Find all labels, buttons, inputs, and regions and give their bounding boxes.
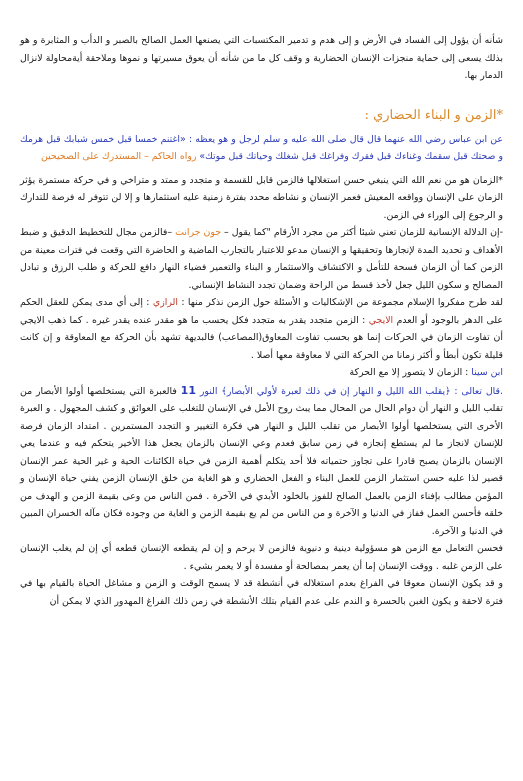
paragraph-thinkers bbox=[20, 294, 503, 364]
p3-rest: –فالزمن مجال للتخطيط الدقيق و ضبط الأهداف و تحديد المدة لإنجازها وتحقيقها و الإنسان مدعو للاعتبار بالتجارب الماضية و الحاضرة التي وقعت في فترات معينة من الزمن كما أن الزمان فسحة للتأمل و الاكتشاف والاستثمار و البناء والتعمير فضياء النهار دافع للحركة و طلب الرزق و تبادل المصالح و سكون الليل جعل لأخذ قسط من الراحة وضمان تجدد النشاط الإنساني. bbox=[20, 227, 503, 291]
hadith-source: رواه الحاكم – المستدرك على الصحيحين bbox=[40, 151, 197, 162]
paragraph-free-time: و قد يكون الإنسان معوقا في الفراغ بعدم استغلاله في أنشطة قد لا يسمح الوقت و الزمن و مشاغل الحياة بالقيام بها في فترة لاحقة و يكون الغبن بالحسرة و الندم على عدم القيام بتلك الأنشطة في زمن ذلك الفراغ المهدور الذي لا يمكن أن bbox=[20, 578, 503, 607]
verse-reference: النور bbox=[199, 385, 218, 397]
p4-rest: : الزمن متجدد يقدر به متجدد فكل يحسب ما هو مقدر عنده يقدر غيره . كما ذهب الايجي أن تفاوت الزمان في الحركات إنما هو بحسب تفاوت المعاوق(المصاعب) فالبديهة تشهد بأن الحركة مع المعاوقة و إن كانت قليلة تكون أبطأ و أكثر زمانا من الحركة التي لا معاوقة معها أصلا . bbox=[20, 314, 503, 361]
paragraph-ibn-sina bbox=[20, 364, 503, 382]
paragraph-human-meaning bbox=[20, 224, 503, 294]
verse-number: 11 bbox=[180, 383, 196, 397]
p4-start: لقد طرح مفكروا الإسلام مجموعة من الإشكاليات و الأسئلة حول الزمن نذكر منها : bbox=[181, 297, 504, 308]
author-name-razi: الرازي bbox=[152, 297, 178, 308]
hadith-text: «اغتنم خمسا قبل خمس شبابك قبل هرمك و صحتك قبل سقمك وغناءك قبل فقرك وفراغك قبل شغلك وحياتك قبل موتك» bbox=[20, 133, 503, 162]
paragraph-responsibility: فحسن التعامل مع الزمن هو مسؤولية دينية و دنيوية فالزمن لا يرحم و إن لم يقطعه الإنسان قطعه أي إن لم يغلب الإنسان على الزمن غلبه . ووقت الإنسان إما أن يعمر بمصالحة أو مفسدة أو لا يعمر بشيء . bbox=[20, 543, 503, 572]
p6-rest: فالعبرة التي يستخلصها أولوا الأبصار من تقلب الليل و النهار أن دوام الحال من المحال مما يبث روح الأمل في الإنسان للتغلب على العوائق و كشف المجهول . و العبرة الأخرى التي يستخلصها أولوا الأبصار من تقلب الليل و النهار هي فكرة التغيير و التجدد المستمرين . امتداد الزمان فرصة للإنسان لانجاز ما لم يستطع إنجازه في زمن سابق فعدم وعي الإنسان بالزمان يجعل هذا الأخير يتحكم فيه و عندما يعي الإنسان بالزمان يصبح قادرا على تجاوز حتمياته فلا أحد يتكلم أهمية الزمن في حياة الكائنات الحية و غير الحية عمر الإنسان قصير لذا عليه حسن استثمار الزمن للعمل البناء و الفعل الحضاري و هو الغاية من خلق الإنسان الزمن يفني حياة الإنسان و المؤمن مطالب بإفناء الزمن بالعمل الصالح للفوز بالخلود الأبدي في الآخرة . فمن الناس من وعى بقيمة الزمن و الهدف من خلقه فأحسن العمل ففاز في الدنيا و الآخرة و من الناس من لم يع بقيمة الزمن و الغاية من وجوده فكان مآله الخسران المبين في الدنيا و الآخرة. bbox=[20, 385, 503, 537]
author-name-grant: جون جرانت bbox=[175, 227, 221, 238]
author-name-ibn-sina: ابن سينا bbox=[471, 367, 503, 378]
intro-paragraph: شأنه أن يؤول إلى الفساد في الأرض و إلى هدم و تدمير المكتسبات التي يصنعها العمل الصالح بالصبر و الدأب و المثابرة و هو بذلك يسعى إلى حماية منجزات الإنسان الحضارية و وقف كل ما من شأنه أن يعوق مسيرتها و نموها وملاحقة أيةمحاولة لانزال الدمار بها. bbox=[20, 35, 503, 81]
paragraph-verse bbox=[20, 382, 503, 541]
author-name-iji: الايجي bbox=[368, 314, 394, 326]
paragraph-time-blessing: *الزمان هو من نعم الله التي ينبغي حسن استغلالها فالزمن قابل للقسمة و متجدد و ممتد و متراخي و في حركة مستمرة يؤثر الزمان على الإنسان وواقعه المعيش فعمر الإنسان و نشاطه محدد بفترة زمنية عليه استثمارها و إلا لن تتوفر له فرصة للتدارك و الرجوع إلى الوراء في الزمن. bbox=[20, 174, 503, 221]
p4-question: : إلى أي مدى يمكن للعقل الحكم على الدهر بالوجود أو العدم bbox=[20, 297, 503, 326]
p5-rest: : الزمان لا يتصور إلا مع الحركة bbox=[349, 367, 469, 378]
verse-intro: .قال تعالى : bbox=[454, 385, 504, 397]
p3-start: -إن الدلالة الإنسانية للزمان تعني شيئا أكثر من مجرد الأرقام "كما يقول – bbox=[224, 227, 504, 238]
section-title: *الزمن و البناء الحضاري : bbox=[364, 107, 503, 123]
quran-verse: ﴿يقلب الله الليل و النهار إن في ذلك لعبرة لأولي الأبصار﴾ bbox=[221, 385, 451, 397]
hadith-block bbox=[20, 131, 503, 166]
hadith-intro: عن ابن عباس رضي الله عنهما قال قال صلى الله عليه و سلم لرجل و هو يعظه : bbox=[188, 133, 503, 145]
